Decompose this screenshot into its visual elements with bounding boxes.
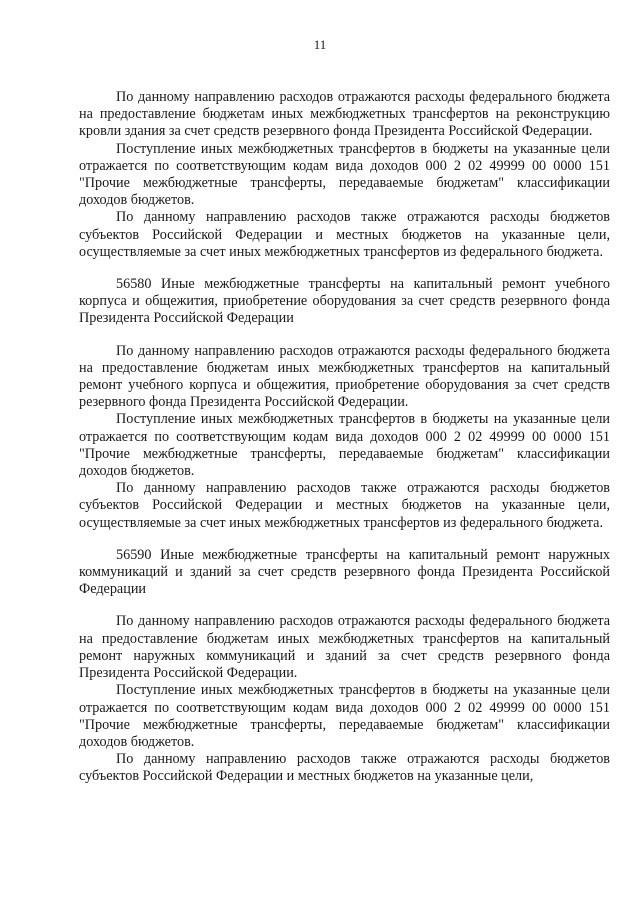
paragraph: По данному направлению расходов также отражаются расходы бюджетов субъектов Российской Федерации и местных бюджетов на указанные цели, xyxy=(79,751,610,785)
paragraph: По данному направлению расходов отражаются расходы федерального бюджета на предоставление бюджетам иных межбюджетных трансфертов на капитальный ремонт наружных коммуникаций и зданий за счет средств резервного фонда Президента Российской Федерации. xyxy=(79,613,610,682)
paragraph: По данному направлению расходов также отражаются расходы бюджетов субъектов Российской Федерации и местных бюджетов на указанные цели, осуществляемые за счет иных межбюджетных трансфертов из федерального бюджета. xyxy=(79,480,610,531)
document-body xyxy=(79,89,610,786)
section-heading-56590: 56590 Иные межбюджетные трансферты на капитальный ремонт наружных коммуникаций и зданий за счет средств резервного фонда Президента Российской Федерации xyxy=(79,546,610,598)
paragraph: Поступление иных межбюджетных трансфертов в бюджеты на указанные цели отражается по соответствующим кодам вида доходов 000 2 02 49999 00 0000 151 "Прочие межбюджетные трансферты, передаваемые бюджетам" классификации доходов бюджетов. xyxy=(79,140,610,209)
paragraph: По данному направлению расходов отражаются расходы федерального бюджета на предоставление бюджетам иных межбюджетных трансфертов на капитальный ремонт учебного корпуса и общежития, приобретение оборудования за счет средств резервного фонда Президента Российской Федерации. xyxy=(79,342,610,411)
paragraph: Поступление иных межбюджетных трансфертов в бюджеты на указанные цели отражается по соответствующим кодам вида доходов 000 2 02 49999 00 0000 151 "Прочие межбюджетные трансферты, передаваемые бюджетам" классификации доходов бюджетов. xyxy=(79,411,610,480)
page-number: 11 xyxy=(313,37,327,52)
section-heading-56580: 56580 Иные межбюджетные трансферты на капитальный ремонт учебного корпуса и общежития, приобретение оборудования за счет средств резервного фонда Президента Российской Федерации xyxy=(79,276,610,327)
paragraph: По данному направлению расходов отражаются расходы федерального бюджета на предоставление бюджетам иных межбюджетных трансфертов на реконструкцию кровли здания за счет средств резервного фонда Президента Российской Федерации. xyxy=(79,89,610,140)
paragraph: По данному направлению расходов также отражаются расходы бюджетов субъектов Российской Федерации и местных бюджетов на указанные цели, осуществляемые за счет иных межбюджетных трансфертов из федерального бюджета. xyxy=(79,209,610,260)
paragraph: Поступление иных межбюджетных трансфертов в бюджеты на указанные цели отражается по соответствующим кодам вида доходов 000 2 02 49999 00 0000 151 "Прочие межбюджетные трансферты, передаваемые бюджетам" классификации доходов бюджетов. xyxy=(79,682,610,750)
